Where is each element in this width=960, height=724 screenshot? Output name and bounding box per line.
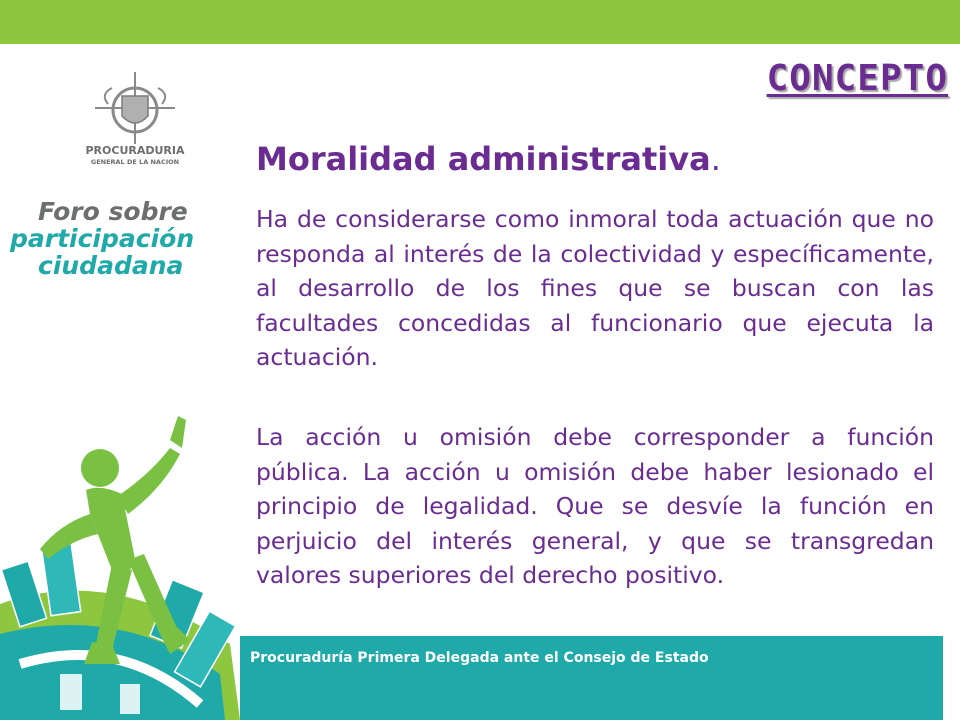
top-accent-bar <box>0 0 960 44</box>
heading-text: Moralidad administrativa <box>256 140 711 178</box>
forum-title-line1: Foro sobre <box>38 197 188 226</box>
forum-title-line2: participación <box>10 224 195 253</box>
forum-title-line3: ciudadana <box>38 251 184 280</box>
left-panel-graphics <box>0 44 240 720</box>
coat-of-arms-icon <box>95 72 175 144</box>
concept-title: CONCEPTO <box>766 58 948 99</box>
slide-heading <box>256 140 721 178</box>
definition-paragraph: Ha de considerarse como inmoral toda actuación que no responda al interés de la colectividad y específicamente, al desarrollo de los fines que se buscan con las facultades concedidas al funcionario que ejecuta la actuación. <box>256 205 934 371</box>
heading-period: . <box>710 140 721 178</box>
conditions-paragraph: La acción u omisión debe corresponder a función pública. La acción u omisión debe haber lesionado el principio de legalidad. Que se desvíe la función en perjuicio del interés general, y que se transgredan valores superiores del derecho positivo. <box>256 423 934 589</box>
footer-text: Procuraduría Primera Delegada ante el Consejo de Estado <box>250 650 709 666</box>
left-branding-panel <box>0 44 240 720</box>
institution-name-line2: GENERAL DE LA NACION <box>90 158 180 166</box>
footer-band <box>240 636 943 720</box>
institution-name-line1: PROCURADURIA <box>85 144 185 157</box>
